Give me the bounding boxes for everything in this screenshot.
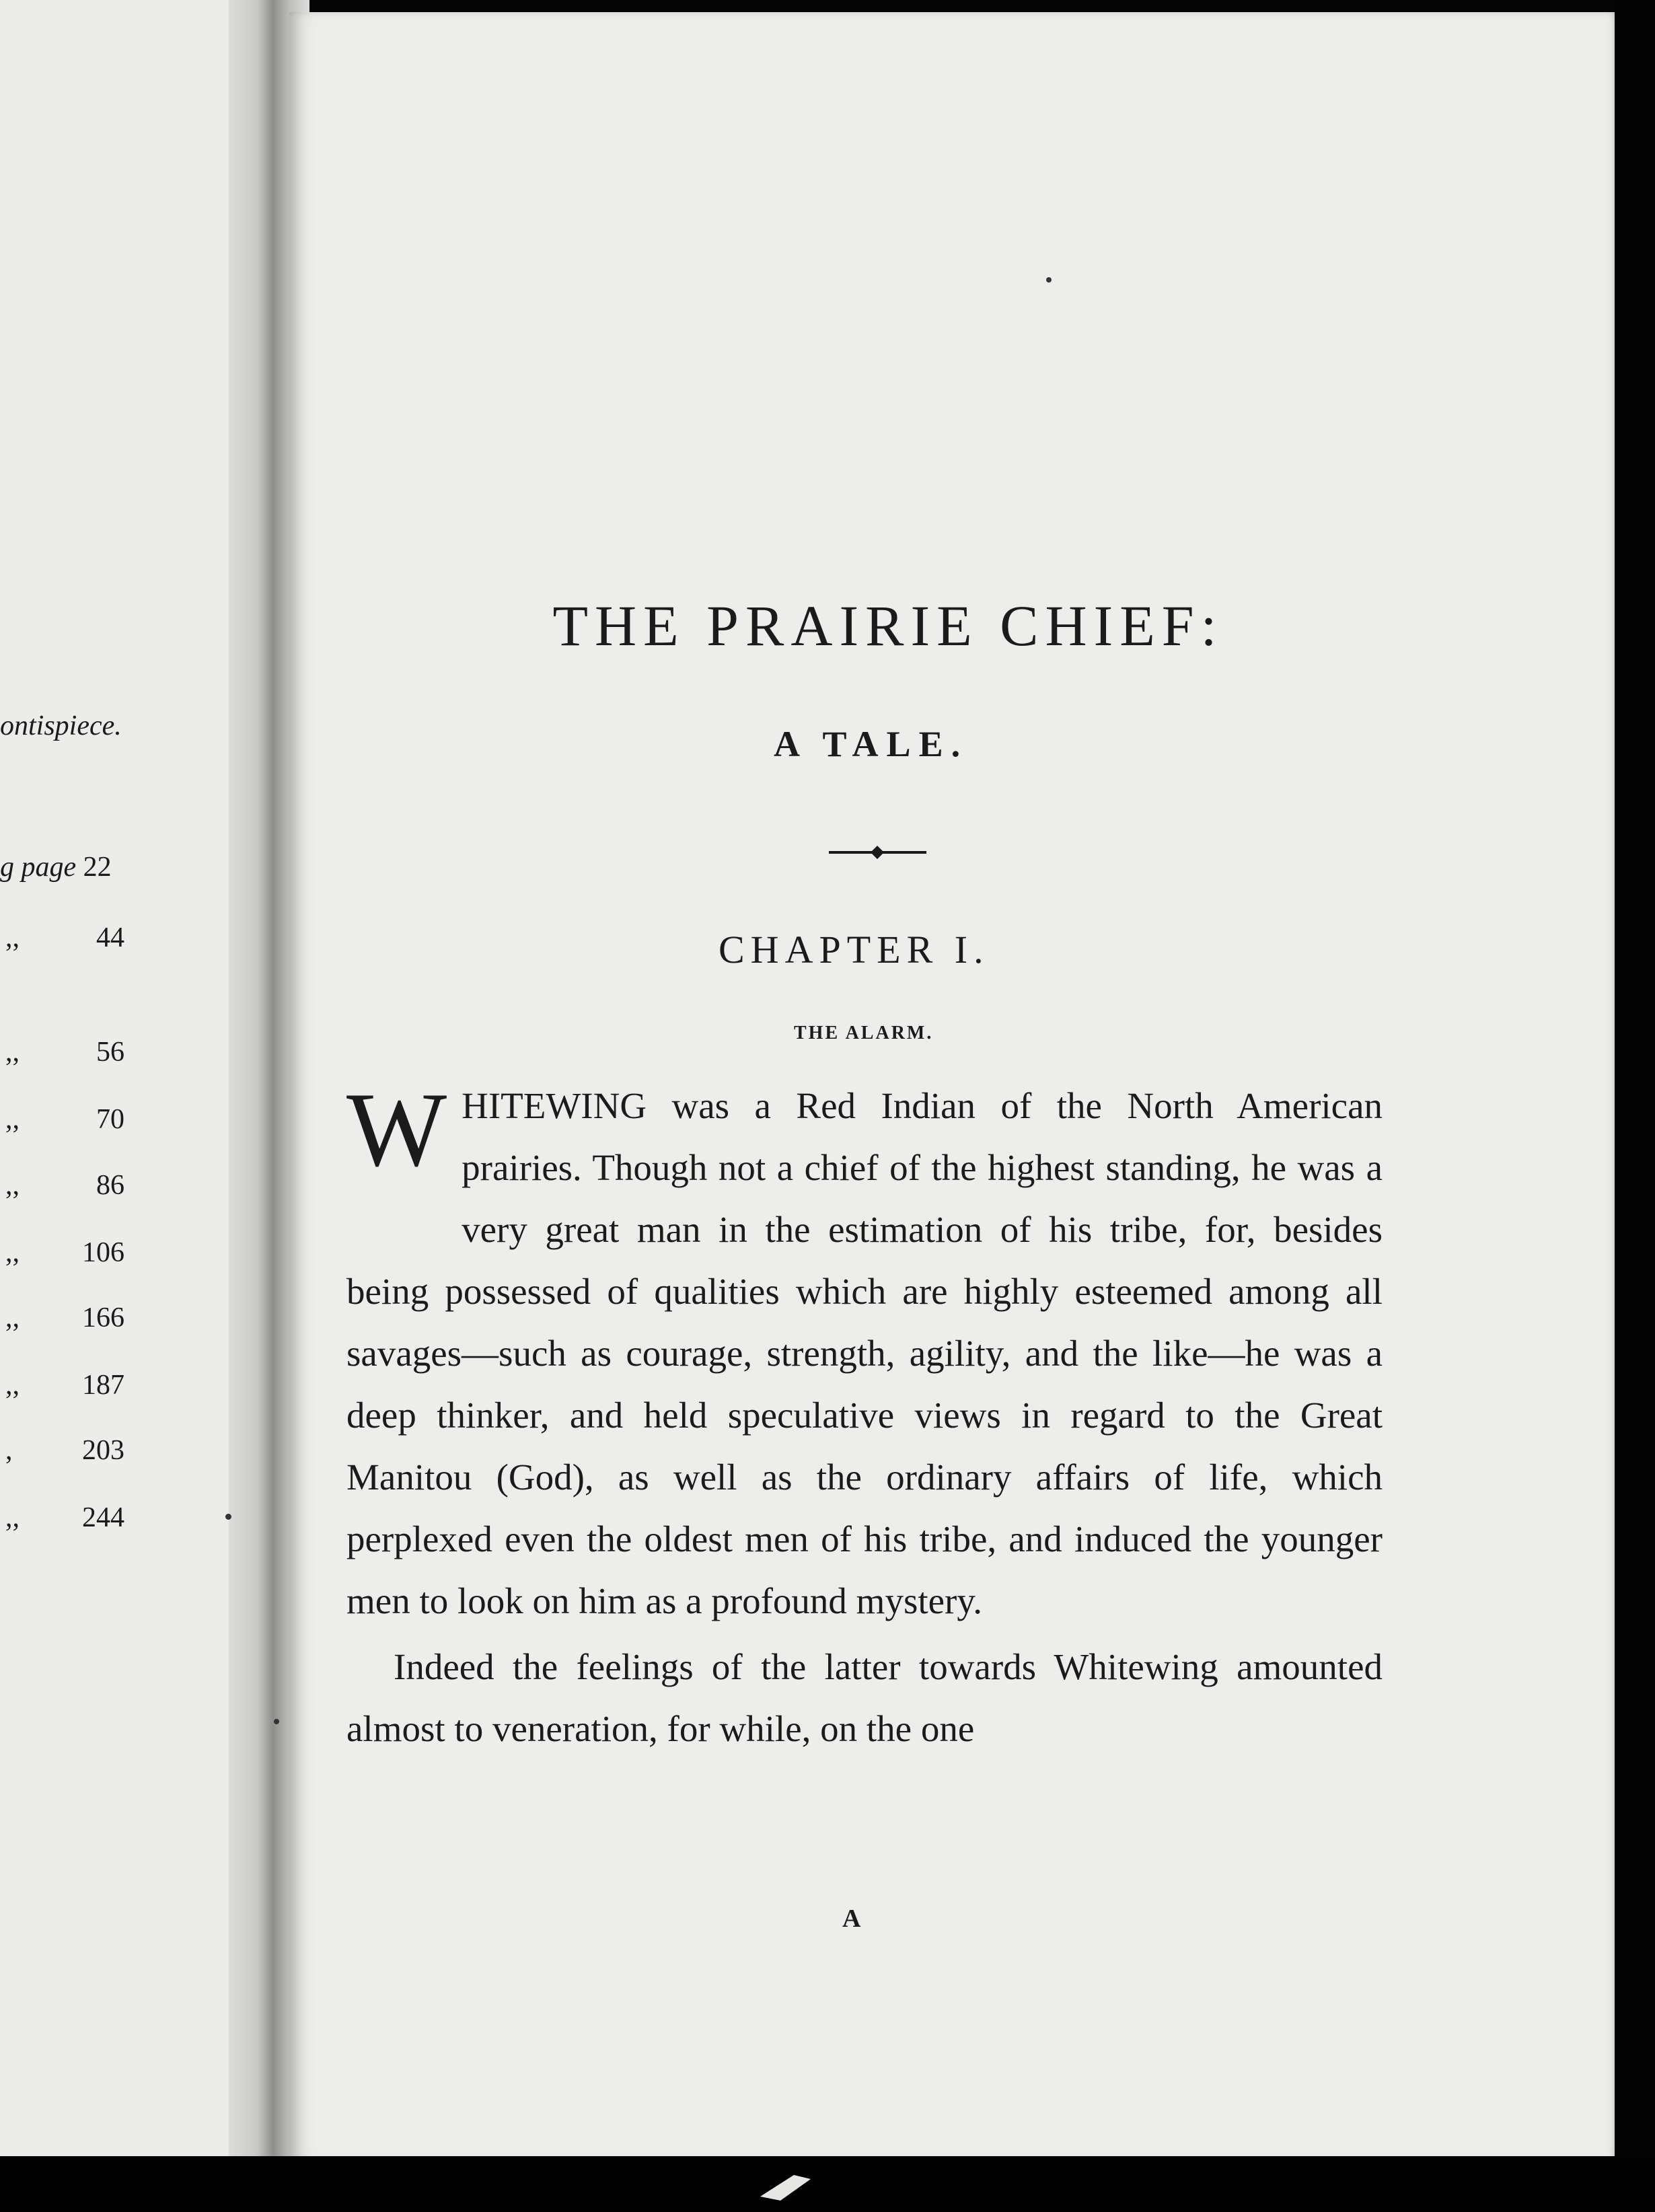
page-number: 203 [82, 1435, 124, 1466]
ditto-mark: ,, [5, 1104, 20, 1135]
paragraph-1-text: HITEWING was a Red Indian of the North American prairies. Though not a chief of the highest standing, he was a very great man in the estimation of his tribe, for, besides being possessed of qualities which are highly esteemed among all savages—such as courage, strength, agility, and the like—he was a deep thinker, and held speculative views in regard to the Great Manitou (God), as well as the ordinary affairs of life, which perplexed even the oldest men of his tribe, and induced the younger men to look on him as a profound mystery. [346, 1085, 1383, 1621]
left-page [0, 0, 266, 2163]
facing-prefix: g [0, 852, 22, 883]
paragraph-1 [346, 1071, 1383, 1632]
page-number: 70 [96, 1104, 124, 1135]
page-number: 56 [96, 1037, 124, 1068]
page-number: 166 [82, 1302, 124, 1333]
frontispiece-label: ontispiece. [0, 710, 122, 741]
book-title: THE PRAIRIE CHIEF: [552, 593, 1224, 658]
facing-page-number: 22 [83, 852, 112, 883]
page-number: 86 [96, 1170, 124, 1201]
dust-speck [1046, 277, 1052, 283]
facing-page-entry [0, 851, 112, 883]
facing-word: page [21, 852, 77, 883]
dust-speck [274, 1719, 279, 1724]
body-text [346, 1071, 1383, 1760]
ditto-mark: , [5, 1435, 13, 1466]
page-number: 44 [96, 922, 124, 953]
ornament-rule [829, 844, 926, 860]
chapter-heading: CHAPTER I. [719, 928, 990, 971]
drop-cap: W [346, 1071, 447, 1189]
page-number: 187 [82, 1370, 124, 1401]
ditto-mark: ,, [5, 1037, 20, 1068]
ditto-mark: ,, [5, 1370, 20, 1401]
chapter-title: THE ALARM. [794, 1023, 934, 1043]
page-number: 244 [82, 1502, 124, 1533]
dust-speck [225, 1514, 231, 1520]
page-number: 106 [82, 1237, 124, 1268]
ditto-mark: ,, [5, 1237, 20, 1268]
ditto-mark: ,, [5, 1302, 20, 1333]
paragraph-2: Indeed the feelings of the latter towards Whitewing amounted almost to veneration, for while, on the one [346, 1646, 1383, 1749]
ditto-mark: ,, [5, 1502, 20, 1533]
page-edge-right [1615, 0, 1655, 2212]
book-subtitle: A TALE. [774, 724, 969, 764]
ditto-mark: ,, [5, 922, 20, 953]
signature-mark: A [842, 1905, 861, 1933]
scan-border-bottom [0, 2156, 1655, 2212]
ditto-mark: ,, [5, 1170, 20, 1201]
paper-scrap [753, 2170, 814, 2203]
